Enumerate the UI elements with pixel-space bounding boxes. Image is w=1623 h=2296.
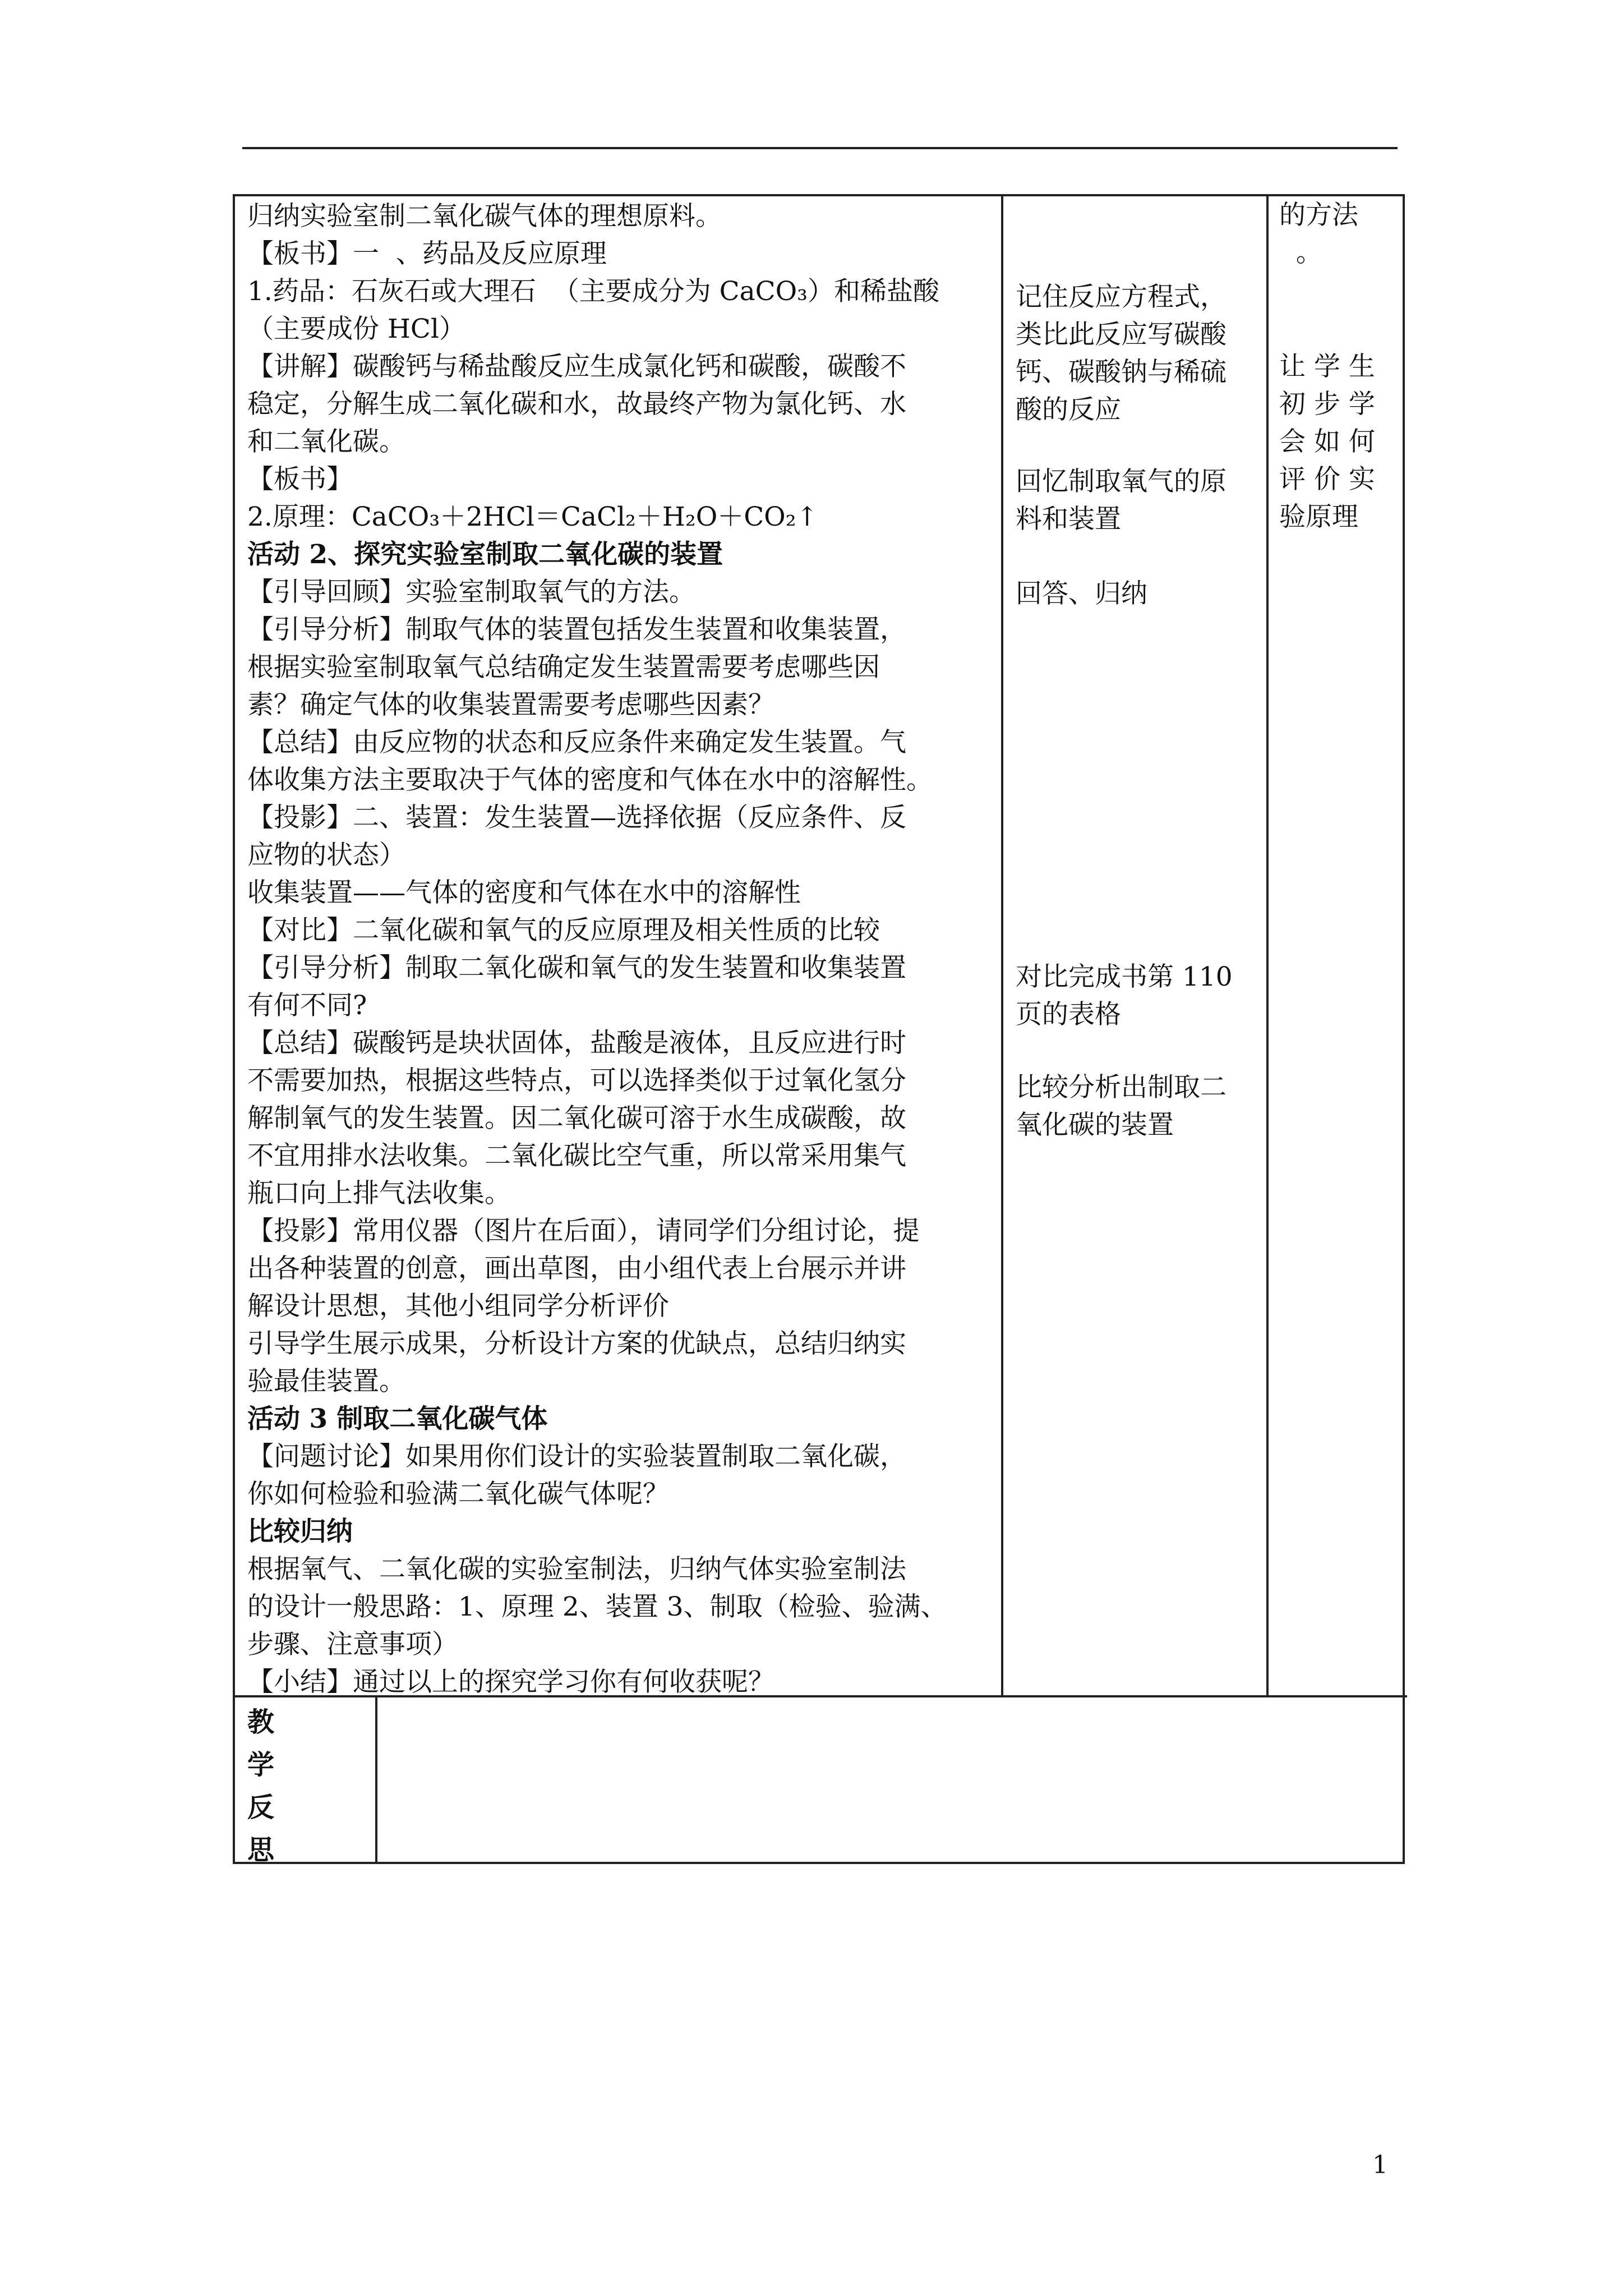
reflection-label-char: 思 (247, 1834, 275, 1866)
student-text-line: 记住反应方程式， (1016, 282, 1227, 312)
intent-text-line: 验原理 (1279, 501, 1358, 532)
student-text-line: 氧化碳的装置 (1016, 1110, 1174, 1140)
student-text-line: 酸的反应 (1016, 394, 1121, 425)
student-block-3 (1016, 575, 1147, 613)
intent-block-1 (1279, 196, 1358, 272)
text-line: 【讲解】碳酸钙与稀盐酸反应生成氯化钙和碳酸，碳酸不 (247, 351, 906, 382)
section-heading: 活动 2、探究实验室制取二氧化碳的装置 (247, 539, 723, 570)
text-line: 素？确定气体的收集装置需要考虑哪些因素？ (247, 689, 774, 720)
text-line: 【对比】二氧化碳和氧气的反应原理及相关性质的比较 (247, 915, 880, 946)
intent-text-line: 。 (1279, 237, 1322, 268)
column-divider-2 (1266, 196, 1269, 1695)
intent-block-2 (1279, 348, 1375, 536)
text-line: 稳定，分解生成二氧化碳和水，故最终产物为氯化钙、水 (247, 389, 906, 420)
student-block-1 (1016, 278, 1227, 429)
student-text-line: 比较分析出制取二 (1016, 1072, 1227, 1103)
reflection-label (247, 1701, 365, 1871)
text-line: 你如何检验和验满二氧化碳气体呢？ (247, 1479, 669, 1510)
intent-text-line: 让 学 生 (1279, 351, 1375, 382)
text-line: 【板书】 (247, 464, 353, 495)
reflection-label-char: 反 (247, 1792, 275, 1823)
student-text-line: 回答、归纳 (1016, 578, 1147, 609)
text-line: 2.原理：CaCO₃＋2HCl＝CaCl₂＋H₂O＋CO₂↑ (247, 501, 818, 532)
text-line: 【小结】通过以上的探究学习你有何收获呢？ (247, 1667, 774, 1697)
text-line: 【投影】二、装置：发生装置—选择依据（反应条件、反 (247, 802, 906, 833)
text-line: 引导学生展示成果，分析设计方案的优缺点，总结归纳实 (247, 1328, 906, 1359)
student-text-line: 类比此反应写碳酸 (1016, 319, 1227, 350)
text-line: 【板书】一 、药品及反应原理 (247, 238, 607, 269)
text-line: 根据氧气、二氧化碳的实验室制法，归纳气体实验室制法 (247, 1554, 906, 1585)
text-line: 根据实验室制取氧气总结确定发生装置需要考虑哪些因 (247, 652, 880, 683)
reflection-label-char: 学 (247, 1749, 275, 1780)
header-rule (242, 147, 1398, 149)
text-line: 不需要加热，根据这些特点，可以选择类似于过氧化氢分 (247, 1065, 906, 1096)
text-line: 有何不同? (247, 990, 367, 1021)
text-line: 体收集方法主要取决于气体的密度和气体在水中的溶解性。 (247, 765, 933, 795)
section-heading: 比较归纳 (247, 1516, 353, 1547)
text-line: 收集装置——气体的密度和气体在水中的溶解性 (247, 877, 801, 908)
student-block-2 (1016, 463, 1227, 538)
text-line: 的设计一般思路：1、原理 2、装置 3、制取（检验、验满、 (247, 1591, 947, 1622)
student-text-line: 钙、碳酸钠与稀硫 (1016, 357, 1227, 388)
text-line: 【总结】由反应物的状态和反应条件来确定发生装置。气 (247, 727, 906, 758)
text-line: 和二氧化碳。 (247, 426, 405, 457)
student-text-line: 对比完成书第 110 (1016, 961, 1233, 992)
text-line: 解设计思想，其他小组同学分析评价 (247, 1291, 669, 1322)
intent-text-line: 初 步 学 (1279, 389, 1375, 420)
student-text-line: 页的表格 (1016, 999, 1121, 1030)
text-line: 出各种装置的创意，画出草图，由小组代表上台展示并讲 (247, 1253, 906, 1284)
intent-text-line: 评 价 实 (1279, 464, 1375, 495)
text-line: 不宜用排水法收集。二氧化碳比空气重，所以常采用集气 (247, 1140, 906, 1171)
reflection-label-divider (375, 1695, 377, 1864)
text-line: 归纳实验室制二氧化碳气体的理想原料。 (247, 201, 722, 232)
text-line: 验最佳装置。 (247, 1366, 405, 1397)
text-line: 【问题讨论】如果用你们设计的实验装置制取二氧化碳， (247, 1441, 906, 1472)
text-line: 【引导分析】制取气体的装置包括发生装置和收集装置， (247, 614, 906, 645)
text-line: 瓶口向上排气法收集。 (247, 1178, 511, 1209)
text-line: 步骤、注意事项） (247, 1629, 458, 1660)
lesson-plan-table (233, 194, 1405, 1864)
student-block-5 (1016, 1069, 1227, 1144)
student-text-line: 回忆制取氧气的原 (1016, 466, 1227, 497)
student-text-line: 料和装置 (1016, 504, 1121, 535)
text-line: 解制氧气的发生装置。因二氧化碳可溶于水生成碳酸，故 (247, 1103, 906, 1134)
column-divider-1 (1001, 196, 1003, 1695)
page-number: 1 (1372, 2151, 1388, 2179)
text-line: 【引导分析】制取二氧化碳和氧气的发生装置和收集装置 (247, 953, 906, 983)
text-line: 1.药品：石灰石或大理石 （主要成分为 CaCO₃）和稀盐酸 (247, 276, 939, 307)
reflection-content (388, 1701, 1397, 1858)
text-line: 【总结】碳酸钙是块状固体，盐酸是液体，且反应进行时 (247, 1028, 906, 1059)
intent-text-line: 会 如 何 (1279, 426, 1375, 457)
section-heading: 活动 3 制取二氧化碳气体 (247, 1404, 548, 1434)
text-line: 应物的状态） (247, 840, 405, 871)
student-block-4 (1016, 958, 1233, 1033)
reflection-label-char: 教 (247, 1706, 275, 1738)
text-line: 【引导回顾】实验室制取氧气的方法。 (247, 577, 695, 608)
text-line: 【投影】常用仪器（图片在后面），请同学们分组讨论，提 (247, 1216, 920, 1246)
text-line: （主要成份 HCl） (247, 314, 465, 344)
intent-text-line: 的方法 (1279, 200, 1358, 231)
